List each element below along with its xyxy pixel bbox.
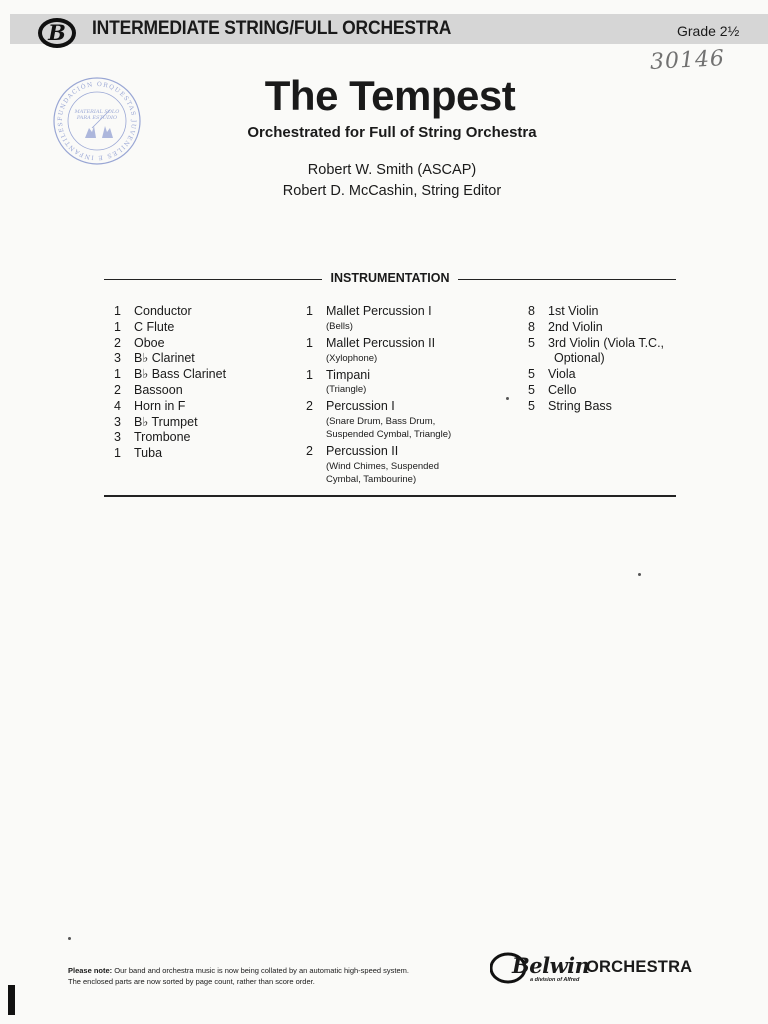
collation-footnote xyxy=(68,965,409,987)
instrument-quantity: 1 xyxy=(114,367,121,382)
instrument-quantity: 3 xyxy=(114,430,121,445)
instrument-column-percussion xyxy=(306,304,451,486)
instrument-row xyxy=(306,336,451,352)
instrument-note: Cymbal, Tambourine) xyxy=(326,473,417,485)
seal-ring-text: FUNDACIÓN ORQUESTAS JUVENILES E INFANTILES xyxy=(56,80,138,162)
brand-name: Belwin xyxy=(512,953,590,978)
instrument-name: Oboe xyxy=(134,335,165,350)
instrument-name: Trombone xyxy=(134,430,191,445)
instrument-column-woodwinds-brass xyxy=(114,304,226,462)
instrument-row xyxy=(114,415,226,431)
brand-tagline: a division of Alfred xyxy=(530,977,580,983)
footnote-line-1: Our band and orchestra music is now being collated by an automatic high-speed system. xyxy=(112,966,410,975)
series-title: INTERMEDIATE STRING/FULL ORCHESTRA xyxy=(92,18,452,39)
instrument-name: B♭ Trumpet xyxy=(134,414,198,429)
instrument-quantity: 5 xyxy=(528,335,535,350)
piece-subtitle: Orchestrated for Full of String Orchestra xyxy=(247,124,537,141)
belwin-logo-icon xyxy=(36,16,78,50)
instrument-row xyxy=(306,368,451,384)
composer-credit: Robert W. Smith (ASCAP) xyxy=(307,162,477,178)
instrument-row xyxy=(306,304,451,320)
instrument-quantity: 2 xyxy=(114,382,121,397)
instrument-quantity: 1 xyxy=(306,367,313,382)
instrument-row xyxy=(114,351,226,367)
instrument-name: B♭ Clarinet xyxy=(134,351,195,366)
instrument-row xyxy=(528,367,664,383)
instrument-column-strings xyxy=(528,304,664,415)
instrumentation-bottom-rule xyxy=(104,495,676,497)
instrument-row xyxy=(528,320,664,336)
instrument-row xyxy=(114,320,226,336)
instrument-row xyxy=(528,399,664,415)
instrument-quantity: 1 xyxy=(114,446,121,461)
footnote-label: Please note: xyxy=(68,966,113,975)
instrument-quantity: 5 xyxy=(528,398,535,413)
instrument-note: Suspended Cymbal, Triangle) xyxy=(326,429,452,441)
instrument-name: Tuba xyxy=(134,446,163,461)
instrument-quantity: 8 xyxy=(528,304,535,318)
seal-center-text-1: MATERIAL SOLO xyxy=(74,109,120,115)
instrument-quantity: 1 xyxy=(114,319,121,334)
scan-speck xyxy=(638,573,641,576)
instrument-quantity: 2 xyxy=(306,444,313,459)
instrument-name: Horn in F xyxy=(134,398,186,413)
instrument-name: Cello xyxy=(548,382,577,397)
instrument-quantity: 2 xyxy=(114,335,121,350)
instrument-row xyxy=(114,304,226,320)
instrument-name-continuation: Optional) xyxy=(554,351,605,366)
instrument-note: (Bells) xyxy=(326,320,353,332)
instrument-name: String Bass xyxy=(548,398,612,413)
instrument-note: (Triangle) xyxy=(326,384,367,396)
instrument-name: B♭ Bass Clarinet xyxy=(134,367,227,382)
instrument-row xyxy=(306,444,451,460)
brand-suffix: ORCHESTRA xyxy=(586,958,693,976)
instrument-quantity: 3 xyxy=(114,351,121,366)
instrument-row xyxy=(528,336,664,352)
instrument-name: Mallet Percussion I xyxy=(326,304,432,318)
heading-rule-right xyxy=(458,279,676,280)
instrument-quantity: 4 xyxy=(114,398,121,413)
instrument-note: (Snare Drum, Bass Drum, xyxy=(326,416,436,428)
instrument-row xyxy=(306,399,451,415)
instrument-row xyxy=(528,304,664,320)
instrumentation-heading xyxy=(104,271,676,289)
instrument-quantity: 3 xyxy=(114,414,121,429)
instrument-quantity: 5 xyxy=(528,367,535,382)
scan-edge-mark xyxy=(8,985,15,1015)
instrument-name: Percussion I xyxy=(326,399,395,414)
instrument-quantity: 5 xyxy=(528,382,535,397)
instrumentation-label: INSTRUMENTATION xyxy=(330,271,450,285)
instrument-row xyxy=(114,430,226,446)
instrument-name: Mallet Percussion II xyxy=(326,335,436,350)
instrument-name: Percussion II xyxy=(326,444,399,459)
instrument-quantity: 2 xyxy=(306,399,313,414)
piece-title: The Tempest xyxy=(264,72,516,119)
instrument-note: (Wind Chimes, Suspended xyxy=(326,460,439,472)
instrument-row xyxy=(114,367,226,383)
instrument-note: (Xylophone) xyxy=(326,352,378,364)
seal-center-text-2: PARA ESTUDIO xyxy=(76,115,118,121)
instrument-name: 1st Violin xyxy=(548,304,599,318)
instrument-name: Timpani xyxy=(326,367,370,382)
instrument-name: Viola xyxy=(548,367,576,382)
instrument-quantity: 8 xyxy=(528,319,535,334)
instrument-name: Bassoon xyxy=(134,382,183,397)
scan-speck xyxy=(68,937,71,940)
instrument-row xyxy=(114,336,226,352)
instrument-quantity: 1 xyxy=(114,304,121,318)
scan-speck xyxy=(506,397,509,400)
publisher-brand xyxy=(490,952,710,988)
instrument-quantity: 1 xyxy=(306,304,313,318)
instrument-name: Conductor xyxy=(134,304,192,318)
instrument-name: 3rd Violin (Viola T.C., xyxy=(548,335,665,350)
footnote-line-2: The enclosed parts are now sorted by page count, rather than score order. xyxy=(68,977,315,986)
grade-label: Grade 2½ xyxy=(677,23,740,39)
svg-text:B: B xyxy=(48,20,66,45)
instrument-row xyxy=(114,399,226,415)
instrument-row xyxy=(114,383,226,399)
instrument-quantity: 1 xyxy=(306,335,313,350)
instrument-row xyxy=(528,383,664,399)
handwritten-catalog-number: 30146 xyxy=(649,46,726,75)
instrument-name: C Flute xyxy=(134,319,175,334)
editor-credit: Robert D. McCashin, String Editor xyxy=(282,183,502,199)
instrument-row xyxy=(114,446,226,462)
instrument-name: 2nd Violin xyxy=(548,319,603,334)
